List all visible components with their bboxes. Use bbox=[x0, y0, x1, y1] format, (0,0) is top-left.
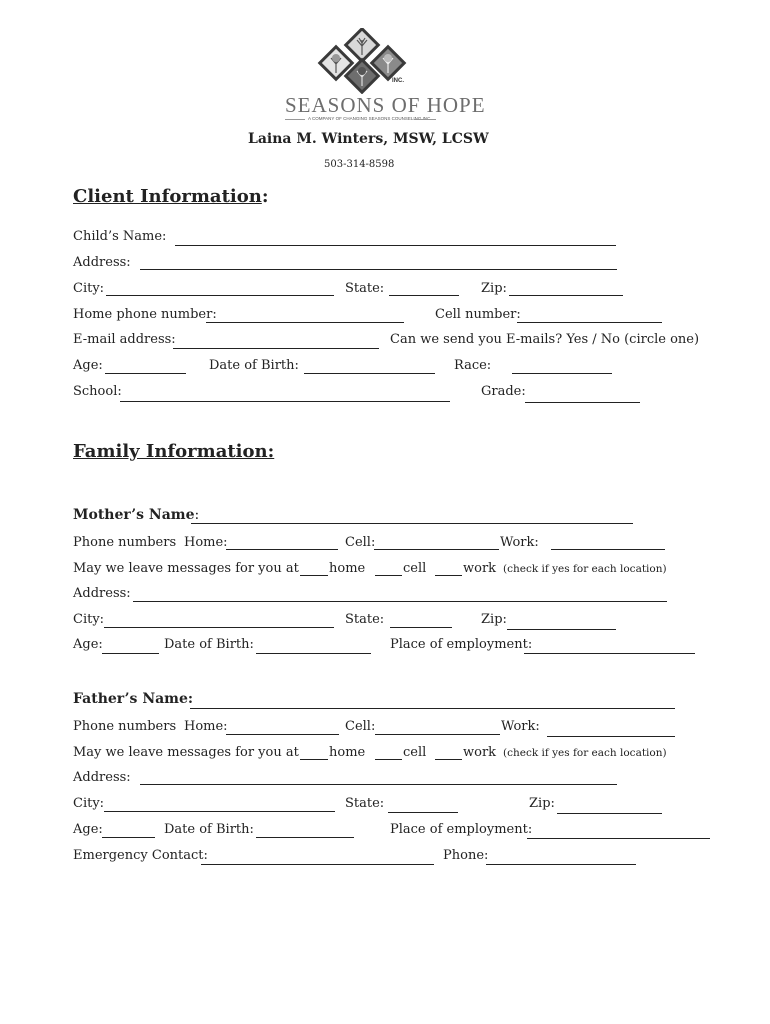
father-work-label: Work: bbox=[501, 719, 540, 734]
state-field[interactable] bbox=[389, 295, 459, 296]
father-cell-field[interactable] bbox=[375, 734, 500, 735]
home-phone-field[interactable] bbox=[206, 322, 404, 323]
mother-age-field[interactable] bbox=[102, 653, 159, 654]
father-check-note: (check if yes for each location) bbox=[503, 747, 667, 759]
father-msg-home-label: home bbox=[329, 745, 366, 760]
race-label: Race: bbox=[454, 358, 492, 373]
father-msg-cell-check[interactable] bbox=[375, 759, 402, 760]
mother-employment-field[interactable] bbox=[524, 653, 695, 654]
mother-address-label: Address: bbox=[73, 586, 131, 601]
cell-field[interactable] bbox=[517, 322, 662, 323]
father-age-field[interactable] bbox=[102, 837, 155, 838]
father-zip-label: Zip: bbox=[529, 796, 555, 811]
mother-home-phone-label: Home: bbox=[184, 535, 228, 550]
father-dob-field[interactable] bbox=[256, 837, 354, 838]
mother-work-field[interactable] bbox=[551, 549, 665, 550]
father-name-field[interactable] bbox=[190, 708, 675, 709]
zip-field[interactable] bbox=[509, 295, 623, 296]
cell-label: Cell number: bbox=[435, 307, 521, 322]
mother-msg-cell-check[interactable] bbox=[375, 575, 402, 576]
home-phone-label: Home phone number: bbox=[73, 307, 217, 322]
mother-cell-label: Cell: bbox=[345, 535, 376, 550]
father-home-phone-label: Home: bbox=[184, 719, 228, 734]
family-info-heading: Family Information: bbox=[73, 441, 275, 462]
email-label: E-mail address: bbox=[73, 332, 176, 347]
seasons-of-hope-logo bbox=[312, 28, 412, 94]
father-employment-field[interactable] bbox=[527, 838, 710, 839]
father-name-label: Father’s Name: bbox=[73, 691, 194, 707]
father-city-label: City: bbox=[73, 796, 105, 811]
mother-messages-question: May we leave messages for you at bbox=[73, 561, 299, 576]
mother-name-field[interactable] bbox=[191, 523, 633, 524]
father-msg-work-label: work bbox=[463, 745, 497, 760]
age-label: Age: bbox=[73, 358, 103, 373]
logo-brand-name: SEASONS OF HOPE bbox=[285, 93, 486, 117]
therapist-name: Laina M. Winters, MSW, LCSW bbox=[248, 131, 489, 147]
mother-employment-label: Place of employment: bbox=[390, 637, 533, 652]
mother-dob-label: Date of Birth: bbox=[164, 637, 254, 652]
father-messages-question: May we leave messages for you at bbox=[73, 745, 299, 760]
father-phone-numbers-label: Phone numbers bbox=[73, 719, 177, 734]
client-info-heading: Client Information: bbox=[73, 186, 269, 207]
mother-msg-cell-label: cell bbox=[403, 561, 427, 576]
emergency-phone-field[interactable] bbox=[486, 864, 636, 865]
father-address-field[interactable] bbox=[140, 784, 617, 785]
mother-msg-home-check[interactable] bbox=[300, 575, 328, 576]
father-zip-field[interactable] bbox=[557, 813, 662, 814]
email-consent-question[interactable]: Can we send you E-mails? Yes / No (circle one) bbox=[390, 332, 700, 347]
father-address-label: Address: bbox=[73, 770, 131, 785]
father-cell-label: Cell: bbox=[345, 719, 376, 734]
school-label: School: bbox=[73, 384, 122, 399]
childs-name-label: Child’s Name: bbox=[73, 229, 167, 244]
mother-age-label: Age: bbox=[73, 637, 103, 652]
mother-city-field[interactable] bbox=[104, 627, 334, 628]
emergency-phone-label: Phone: bbox=[443, 848, 489, 863]
mother-check-note: (check if yes for each location) bbox=[503, 563, 667, 575]
school-field[interactable] bbox=[120, 401, 450, 402]
father-state-field[interactable] bbox=[388, 812, 458, 813]
logo-inc: INC. bbox=[392, 78, 404, 84]
emergency-contact-label: Emergency Contact: bbox=[73, 848, 208, 863]
father-work-field[interactable] bbox=[547, 736, 675, 737]
state-label: State: bbox=[345, 281, 385, 296]
dob-label: Date of Birth: bbox=[209, 358, 299, 373]
father-msg-work-check[interactable] bbox=[435, 759, 462, 760]
grade-field[interactable] bbox=[525, 402, 640, 403]
address-field[interactable] bbox=[140, 269, 617, 270]
mother-state-field[interactable] bbox=[390, 627, 452, 628]
childs-name-field[interactable] bbox=[175, 245, 616, 246]
mother-zip-label: Zip: bbox=[481, 612, 507, 627]
father-city-field[interactable] bbox=[104, 811, 335, 812]
address-label: Address: bbox=[73, 255, 131, 270]
city-label: City: bbox=[73, 281, 105, 296]
logo-tagline: A COMPANY OF CHANGING SEASONS COUNSELING INC. bbox=[308, 116, 432, 121]
mother-city-label: City: bbox=[73, 612, 105, 627]
zip-label: Zip: bbox=[481, 281, 507, 296]
therapist-phone: 503-314-8598 bbox=[324, 159, 395, 170]
mother-msg-work-check[interactable] bbox=[435, 575, 462, 576]
mother-phone-numbers-label: Phone numbers bbox=[73, 535, 177, 550]
dob-field[interactable] bbox=[304, 373, 435, 374]
mother-msg-work-label: work bbox=[463, 561, 497, 576]
emergency-contact-field[interactable] bbox=[201, 864, 434, 865]
city-field[interactable] bbox=[106, 295, 334, 296]
mother-zip-field[interactable] bbox=[507, 629, 616, 630]
father-dob-label: Date of Birth: bbox=[164, 822, 254, 837]
age-field[interactable] bbox=[105, 373, 186, 374]
mother-name-label: Mother’s Name: bbox=[73, 507, 200, 523]
mother-home-phone-field[interactable] bbox=[226, 549, 338, 550]
father-msg-home-check[interactable] bbox=[300, 759, 328, 760]
mother-address-field[interactable] bbox=[133, 601, 667, 602]
mother-msg-home-label: home bbox=[329, 561, 366, 576]
mother-dob-field[interactable] bbox=[256, 653, 371, 654]
father-age-label: Age: bbox=[73, 822, 103, 837]
father-msg-cell-label: cell bbox=[403, 745, 427, 760]
mother-cell-field[interactable] bbox=[374, 549, 499, 550]
email-field[interactable] bbox=[173, 348, 379, 349]
mother-work-label: Work: bbox=[500, 535, 539, 550]
mother-state-label: State: bbox=[345, 612, 385, 627]
father-home-phone-field[interactable] bbox=[226, 734, 339, 735]
grade-label: Grade: bbox=[481, 384, 526, 399]
father-state-label: State: bbox=[345, 796, 385, 811]
father-employment-label: Place of employment: bbox=[390, 822, 533, 837]
race-field[interactable] bbox=[512, 373, 612, 374]
